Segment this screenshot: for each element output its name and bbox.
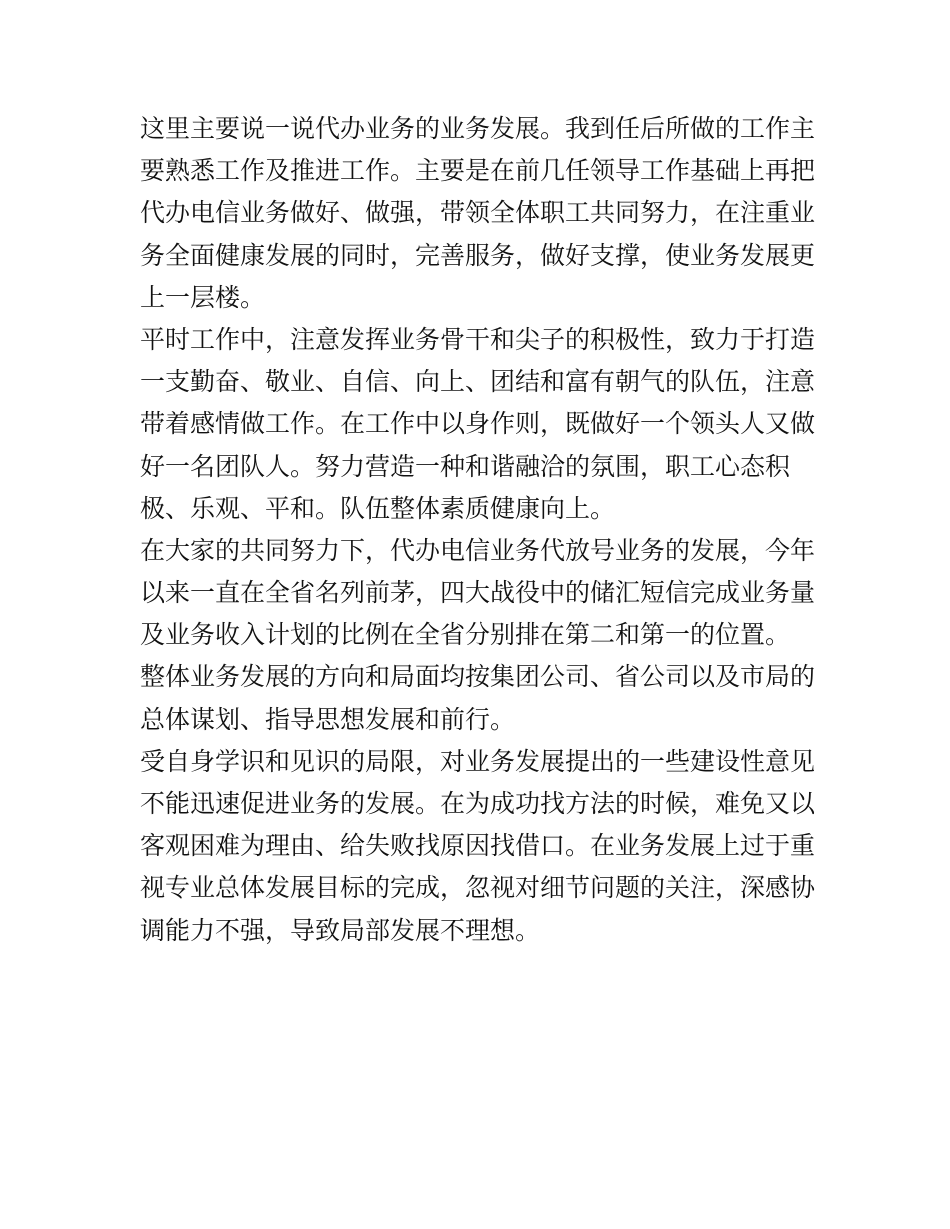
text-line: 及业务收入计划的比例在全省分别排在第二和第一的位置。 [140, 620, 791, 650]
text-line: 总体谋划、指导思想发展和前行。 [140, 704, 516, 734]
text-line: 以来一直在全省名列前茅，四大战役中的储汇短信完成业务量 [140, 578, 816, 608]
text-line: 这里主要说一说代办业务的业务发展。我到任后所做的工作主 [140, 114, 816, 143]
paragraph [140, 319, 820, 530]
text-line: 极、乐观、平和。队伍整体素质健康向上。 [140, 493, 616, 523]
text-line: 平时工作中，注意发挥业务骨干和尖子的积极性，致力于打造 [140, 324, 816, 354]
text-line: 一支勤奋、敬业、自信、向上、团结和富有朝气的队伍，注意 [140, 367, 816, 397]
text-line: 带着感情做工作。在工作中以身作则，既做好一个领头人又做 [140, 409, 816, 439]
text-line: 受自身学识和见识的局限，对业务发展提出的一些建设性意见 [140, 746, 816, 776]
document-body [140, 108, 820, 952]
paragraph [140, 656, 820, 740]
text-line: 上一层楼。 [140, 282, 266, 312]
text-line: 视专业总体发展目标的完成，忽视对细节问题的关注，深感协 [140, 873, 816, 903]
text-line: 好一名团队人。努力营造一种和谐融洽的氛围，职工心态积 [140, 451, 791, 481]
text-line: 务全面健康发展的同时，完善服务，做好支撑，使业务发展更 [140, 240, 816, 270]
text-line: 在大家的共同努力下，代办电信业务代放号业务的发展，今年 [140, 535, 816, 565]
paragraph [140, 741, 820, 952]
paragraph [140, 530, 820, 657]
text-line: 整体业务发展的方向和局面均按集团公司、省公司以及市局的 [140, 662, 816, 692]
paragraph [140, 108, 820, 319]
text-line: 客观困难为理由、给失败找原因找借口。在业务发展上过于重 [140, 831, 816, 861]
text-line: 调能力不强，导致局部发展不理想。 [140, 915, 541, 945]
text-line: 代办电信业务做好、做强，带领全体职工共同努力，在注重业 [140, 198, 816, 228]
text-line: 要熟悉工作及推进工作。主要是在前几任领导工作基础上再把 [140, 156, 816, 186]
text-line: 不能迅速促进业务的发展。在为成功找方法的时候，难免又以 [140, 789, 816, 818]
